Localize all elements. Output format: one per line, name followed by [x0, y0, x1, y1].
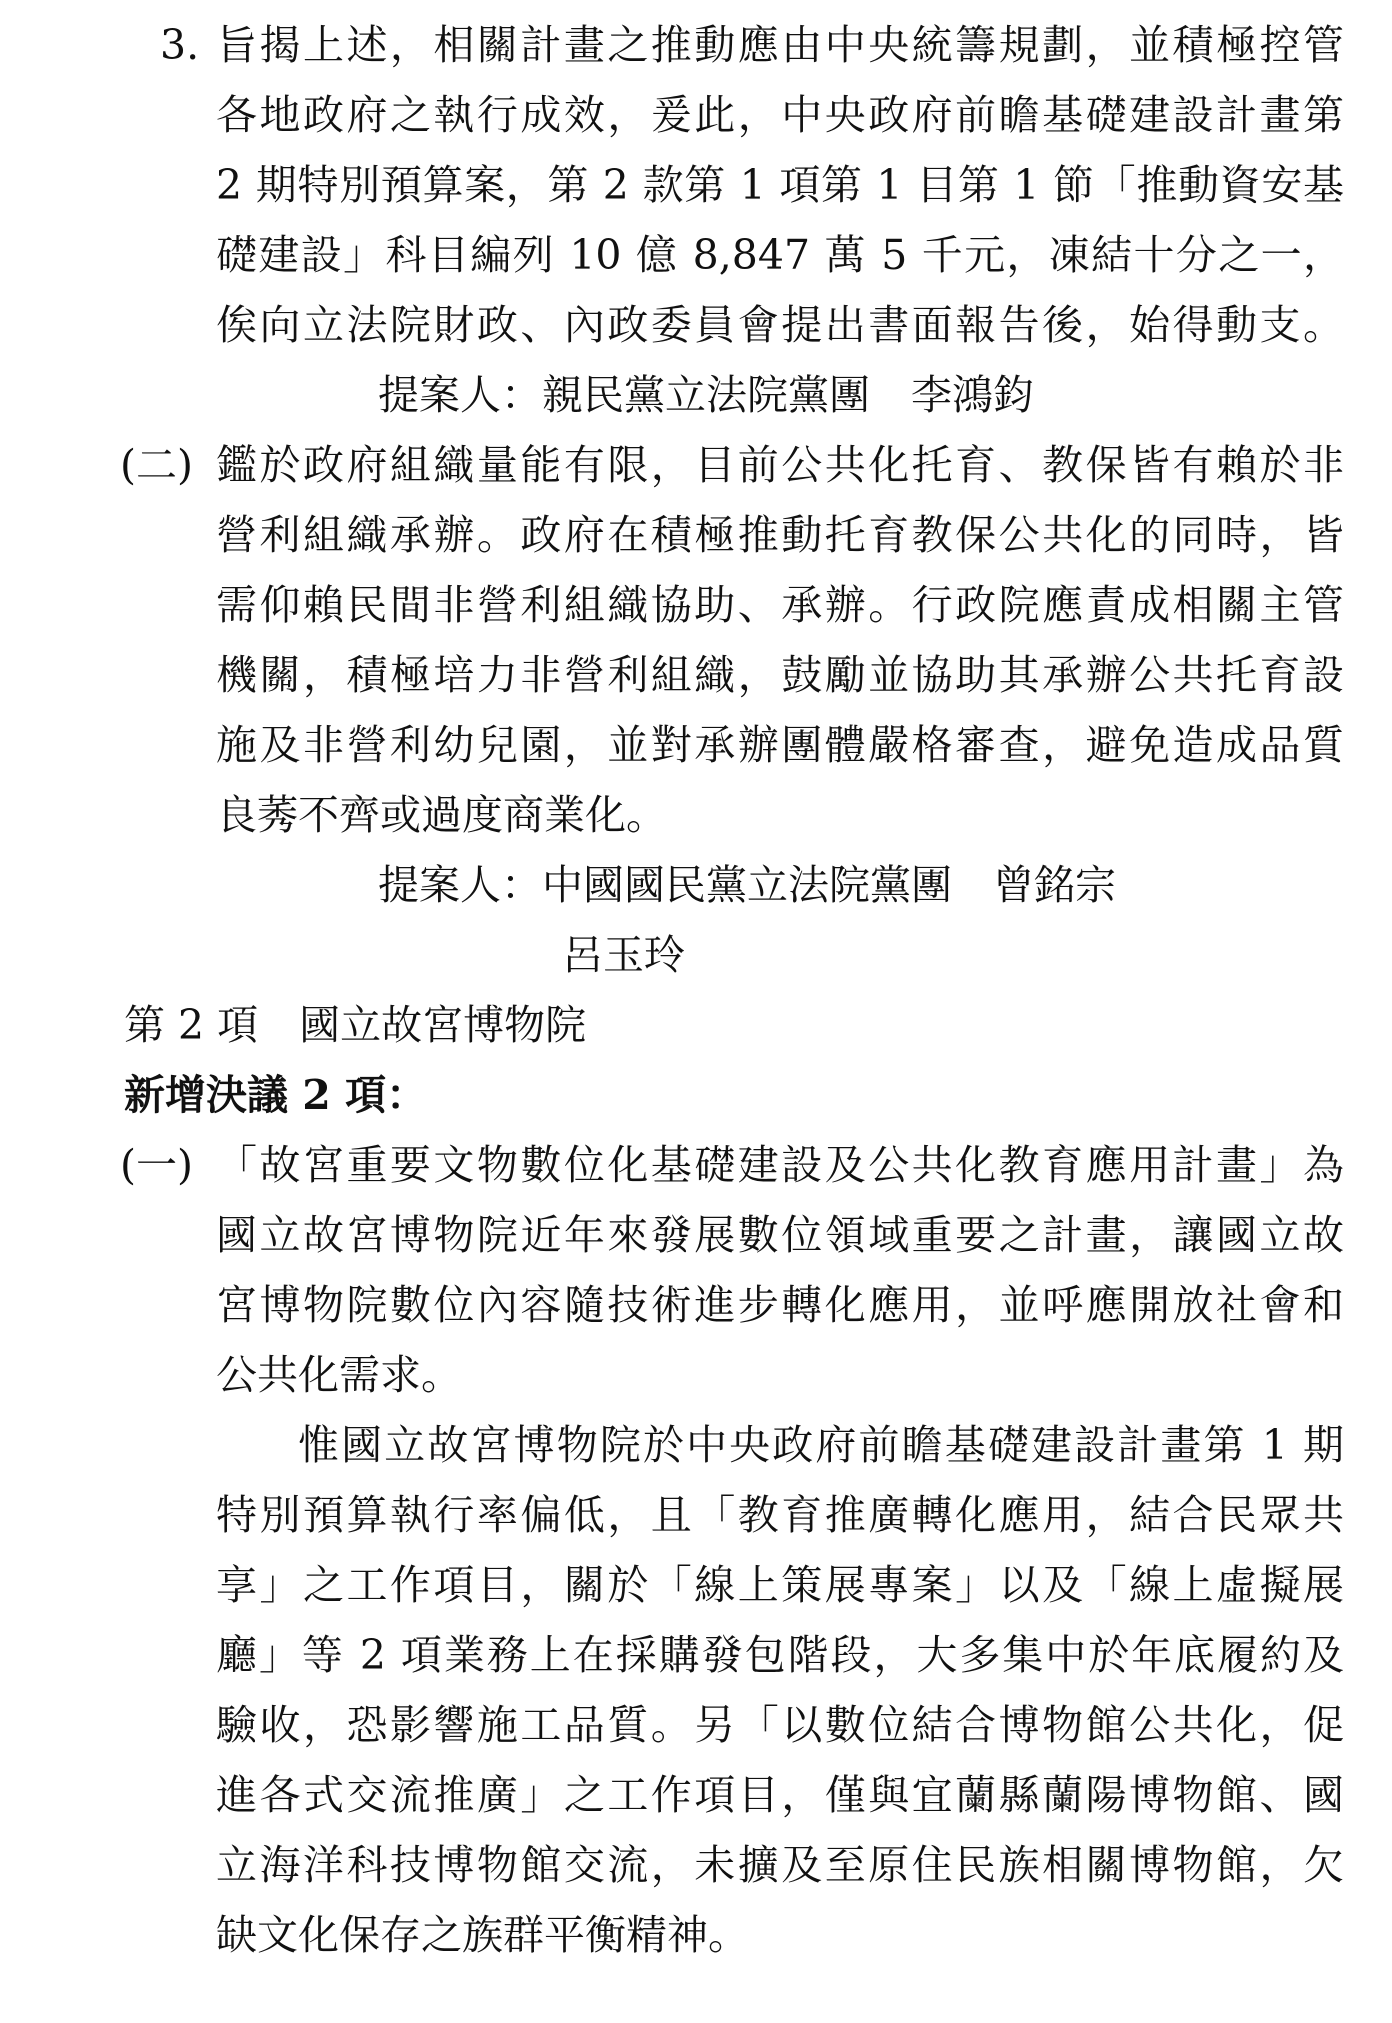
item-3-proposer: 提案人：親民黨立法院黨團 李鴻鈞: [378, 371, 1034, 419]
item-one-line-3: 宮博物院數位內容隨技術進步轉化應用，並呼應開放社會和: [216, 1281, 1344, 1329]
item-one-para2-line-1: 惟國立故宮博物院於中央政府前瞻基礎建設計畫第 1 期: [298, 1421, 1344, 1469]
item-two-line-2: 營利組織承辦。政府在積極推動托育教保公共化的同時，皆: [216, 511, 1344, 559]
item-one-para2-line-6: 進各式交流推廣」之工作項目，僅與宜蘭縣蘭陽博物館、國: [216, 1771, 1344, 1819]
item-one-line-4: 公共化需求。: [216, 1351, 462, 1399]
item-one-para2-line-7: 立海洋科技博物館交流，未擴及至原住民族相關博物館，欠: [216, 1841, 1344, 1889]
item-3-line-2: 各地政府之執行成效，爰此，中央政府前瞻基礎建設計畫第: [216, 91, 1344, 139]
item-3-line-5: 俟向立法院財政、內政委員會提出書面報告後，始得動支。: [216, 301, 1344, 349]
item-3-marker: 3.: [160, 21, 200, 69]
resolution-title: 新增決議 2 項：: [124, 1071, 428, 1119]
item-one-marker: (一): [120, 1141, 193, 1189]
item-two-line-5: 施及非營利幼兒園，並對承辦團體嚴格審查，避免造成品質: [216, 721, 1344, 769]
item-one-para2-line-4: 廳」等 2 項業務上在採購發包階段，大多集中於年底履約及: [216, 1631, 1344, 1679]
item-3-line-3: 2 期特別預算案，第 2 款第 1 項第 1 目第 1 節「推動資安基: [216, 161, 1344, 209]
item-one-line-1: 「故宮重要文物數位化基礎建設及公共化教育應用計畫」為: [216, 1141, 1344, 1189]
item-one-para2-line-3: 享」之工作項目，關於「線上策展專案」以及「線上虛擬展: [216, 1561, 1344, 1609]
item-two-line-1: 鑑於政府組織量能有限，目前公共化托育、教保皆有賴於非: [216, 441, 1344, 489]
item-two-line-6: 良莠不齊或過度商業化。: [216, 791, 667, 839]
item-two-proposer: 提案人：中國國民黨立法院黨團 曾銘宗: [378, 861, 1116, 909]
item-one-line-2: 國立故宮博物院近年來發展數位領域重要之計畫，讓國立故: [216, 1211, 1344, 1259]
section-heading: 第 2 項 國立故宮博物院: [124, 1001, 587, 1049]
item-two-marker: (二): [120, 441, 193, 489]
item-one-para2-line-2: 特別預算執行率偏低，且「教育推廣轉化應用，結合民眾共: [216, 1491, 1344, 1539]
item-two-line-4: 機關，積極培力非營利組織，鼓勵並協助其承辦公共托育設: [216, 651, 1344, 699]
item-3-line-4: 礎建設」科目編列 10 億 8,847 萬 5 千元，凍結十分之一，: [216, 231, 1344, 279]
item-two-line-3: 需仰賴民間非營利組織協助、承辦。行政院應責成相關主管: [216, 581, 1344, 629]
item-one-para2-line-5: 驗收，恐影響施工品質。另「以數位結合博物館公共化，促: [216, 1701, 1344, 1749]
item-one-para2-line-8: 缺文化保存之族群平衡精神。: [216, 1911, 749, 1959]
item-two-proposer-2: 呂玉玲: [562, 931, 685, 979]
item-3-line-1: 旨揭上述，相關計畫之推動應由中央統籌規劃，並積極控管: [216, 21, 1344, 69]
